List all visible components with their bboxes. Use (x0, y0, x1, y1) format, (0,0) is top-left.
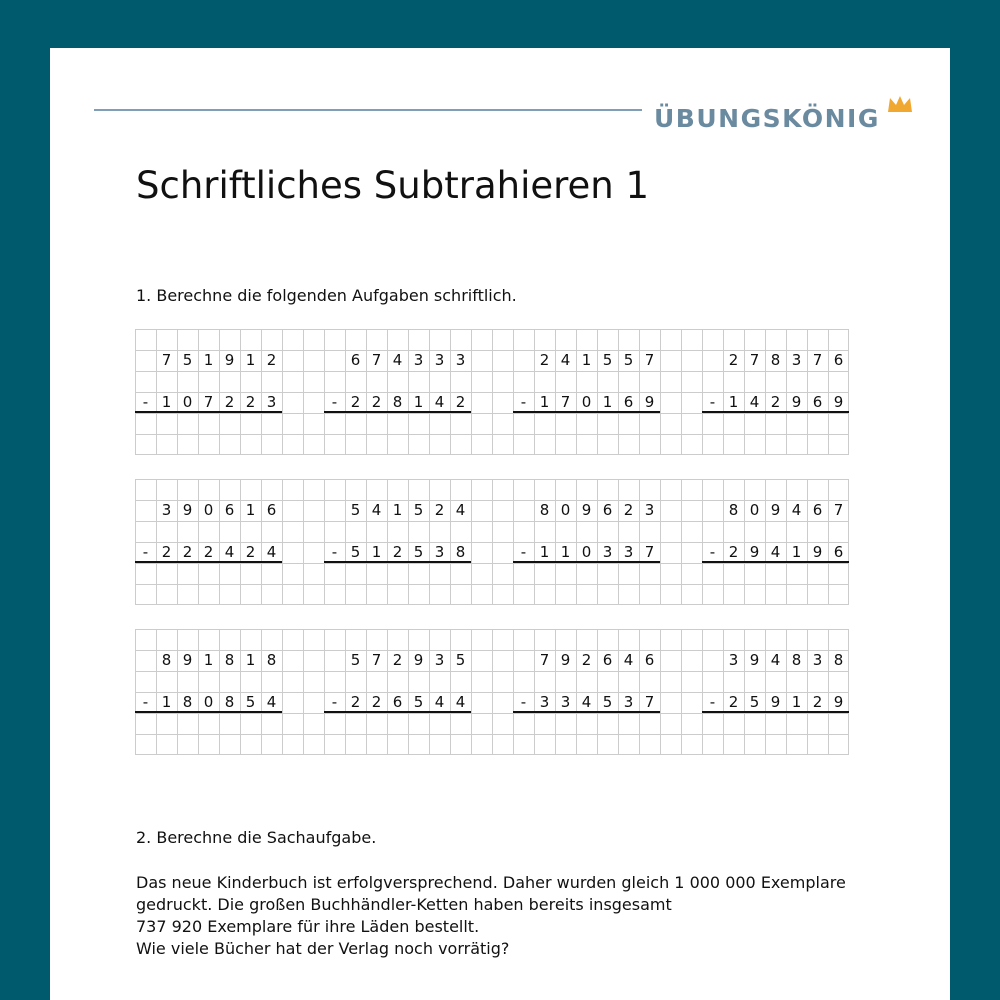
minus-sign: - (142, 693, 149, 711)
minuend-digit: 9 (224, 351, 235, 369)
minuend-digit: 8 (728, 501, 739, 519)
minus-sign: - (331, 693, 338, 711)
minuend-digit: 1 (245, 651, 256, 669)
minus-sign: - (520, 693, 527, 711)
subtrahend-digit: 5 (413, 693, 424, 711)
subtrahend-digit: 3 (266, 393, 277, 411)
subtrahend-row (324, 692, 471, 713)
minuend-digit: 5 (602, 351, 613, 369)
subtrahend-digit: 1 (560, 543, 571, 561)
minuend-row (324, 350, 471, 371)
subtrahend-digit: 7 (644, 543, 655, 561)
minuend-digit: 6 (350, 351, 361, 369)
minuend-digit: 3 (161, 501, 172, 519)
minuend-digit: 4 (770, 651, 781, 669)
subtrahend-digit: 3 (539, 693, 550, 711)
subtrahend-digit: 7 (203, 393, 214, 411)
minuend-digit: 4 (371, 501, 382, 519)
minuend-digit: 9 (182, 651, 193, 669)
subtrahend-digit: 6 (833, 543, 844, 561)
minuend-digit: 1 (203, 651, 214, 669)
minuend-digit: 7 (371, 651, 382, 669)
minuend-digit: 3 (434, 351, 445, 369)
subtrahend-row (324, 542, 471, 563)
minuend-digit: 1 (203, 351, 214, 369)
subtrahend-digit: 9 (791, 393, 802, 411)
minuend-digit: 9 (413, 651, 424, 669)
subtrahend-digit: 4 (266, 543, 277, 561)
minuend-digit: 3 (644, 501, 655, 519)
subtrahend-digit: 9 (833, 693, 844, 711)
subtrahend-row (135, 542, 282, 563)
subtrahend-row (702, 542, 849, 563)
minuend-digit: 1 (245, 351, 256, 369)
minus-sign: - (142, 393, 149, 411)
subtrahend-digit: 6 (392, 693, 403, 711)
minuend-digit: 8 (161, 651, 172, 669)
minuend-digit: 6 (644, 651, 655, 669)
subtrahend-digit: 1 (161, 393, 172, 411)
subtrahend-digit: 2 (182, 543, 193, 561)
subtrahend-digit: 2 (728, 693, 739, 711)
minuend-row (513, 650, 660, 671)
minuend-digit: 9 (560, 651, 571, 669)
word-problem-line: Das neue Kinderbuch ist erfolgversprechend. Daher wurden gleich 1 000 000 Exemplare (136, 873, 846, 892)
subtrahend-digit: 1 (728, 393, 739, 411)
minuend-digit: 2 (581, 651, 592, 669)
subtrahend-digit: 2 (203, 543, 214, 561)
minuend-digit: 6 (224, 501, 235, 519)
minus-sign: - (331, 543, 338, 561)
minuend-digit: 4 (623, 651, 634, 669)
minus-sign: - (331, 393, 338, 411)
subtrahend-digit: 2 (224, 393, 235, 411)
word-problem-line: gedruckt. Die großen Buchhändler-Ketten haben bereits insgesamt (136, 895, 672, 914)
subtrahend-digit: 3 (434, 543, 445, 561)
minuend-row (135, 650, 282, 671)
minuend-digit: 2 (266, 351, 277, 369)
page-title: Schriftliches Subtrahieren 1 (136, 164, 650, 207)
subtrahend-digit: 2 (812, 693, 823, 711)
minuend-digit: 9 (770, 501, 781, 519)
subtrahend-digit: 1 (602, 393, 613, 411)
subtraction-problem (702, 329, 849, 413)
subtrahend-digit: 9 (770, 693, 781, 711)
subtrahend-digit: 1 (161, 693, 172, 711)
minuend-digit: 7 (371, 351, 382, 369)
minuend-digit: 1 (245, 501, 256, 519)
minuend-digit: 2 (728, 351, 739, 369)
subtrahend-digit: 4 (770, 543, 781, 561)
subtrahend-digit: 4 (749, 393, 760, 411)
subtrahend-digit: 4 (581, 693, 592, 711)
subtraction-problem (135, 629, 282, 713)
minuend-digit: 0 (749, 501, 760, 519)
minuend-digit: 8 (266, 651, 277, 669)
minuend-digit: 3 (728, 651, 739, 669)
minuend-row (702, 500, 849, 521)
minuend-digit: 1 (392, 501, 403, 519)
minuend-digit: 6 (602, 651, 613, 669)
minuend-digit: 0 (560, 501, 571, 519)
subtrahend-digit: 4 (455, 693, 466, 711)
subtraction-problem (513, 329, 660, 413)
subtrahend-row (702, 692, 849, 713)
subtrahend-digit: 5 (350, 543, 361, 561)
subtrahend-row (135, 392, 282, 413)
minuend-digit: 5 (182, 351, 193, 369)
exercise-grid-3 (135, 629, 849, 755)
subtrahend-row (513, 392, 660, 413)
subtrahend-digit: 8 (224, 693, 235, 711)
word-problem-line: Wie viele Bücher hat der Verlag noch vorrätig? (136, 939, 510, 958)
subtrahend-digit: 8 (455, 543, 466, 561)
subtrahend-digit: 1 (791, 543, 802, 561)
subtrahend-row (702, 392, 849, 413)
minuend-digit: 2 (539, 351, 550, 369)
subtrahend-row (135, 692, 282, 713)
subtraction-problem (324, 329, 471, 413)
minuend-digit: 5 (455, 651, 466, 669)
word-problem-line: 737 920 Exemplare für ihre Läden bestellt. (136, 917, 480, 936)
header-rule (94, 109, 642, 111)
subtrahend-digit: 6 (812, 393, 823, 411)
subtrahend-digit: 4 (434, 693, 445, 711)
subtrahend-digit: 1 (539, 393, 550, 411)
minuend-digit: 5 (623, 351, 634, 369)
subtraction-problem (513, 629, 660, 713)
task-1-label: 1. Berechne die folgenden Aufgaben schriftlich. (136, 286, 517, 305)
subtrahend-digit: 2 (350, 393, 361, 411)
minuend-digit: 3 (413, 351, 424, 369)
minuend-row (324, 500, 471, 521)
subtrahend-digit: 2 (371, 693, 382, 711)
subtrahend-digit: 5 (749, 693, 760, 711)
minuend-digit: 3 (434, 651, 445, 669)
minuend-digit: 3 (812, 651, 823, 669)
brand-name: ÜBUNGSKÖNIG (654, 104, 880, 133)
subtrahend-digit: 2 (245, 393, 256, 411)
minus-sign: - (709, 693, 716, 711)
minuend-digit: 7 (749, 351, 760, 369)
minuend-row (702, 650, 849, 671)
minuend-digit: 6 (833, 351, 844, 369)
crown-icon (886, 94, 914, 114)
subtrahend-digit: 1 (539, 543, 550, 561)
subtrahend-digit: 2 (392, 543, 403, 561)
exercise-grid-1 (135, 329, 849, 455)
minuend-digit: 2 (434, 501, 445, 519)
subtrahend-digit: 2 (455, 393, 466, 411)
subtraction-problem (135, 329, 282, 413)
minuend-digit: 8 (224, 651, 235, 669)
subtrahend-digit: 2 (371, 393, 382, 411)
minuend-digit: 5 (413, 501, 424, 519)
subtrahend-digit: 2 (245, 543, 256, 561)
task-2-label: 2. Berechne die Sachaufgabe. (136, 828, 377, 847)
minuend-digit: 5 (350, 501, 361, 519)
subtrahend-digit: 8 (182, 693, 193, 711)
subtrahend-digit: 7 (560, 393, 571, 411)
subtraction-problem (135, 479, 282, 563)
subtrahend-digit: 8 (392, 393, 403, 411)
minus-sign: - (520, 543, 527, 561)
subtrahend-digit: 3 (623, 543, 634, 561)
subtrahend-digit: 1 (791, 693, 802, 711)
subtrahend-digit: 9 (833, 393, 844, 411)
minuend-digit: 3 (791, 351, 802, 369)
subtrahend-digit: 5 (413, 543, 424, 561)
subtrahend-digit: 1 (371, 543, 382, 561)
minuend-digit: 7 (644, 351, 655, 369)
minuend-digit: 4 (791, 501, 802, 519)
minuend-digit: 8 (770, 351, 781, 369)
minus-sign: - (709, 543, 716, 561)
subtrahend-digit: 2 (770, 393, 781, 411)
subtrahend-digit: 3 (623, 693, 634, 711)
subtraction-problem (324, 479, 471, 563)
minuend-digit: 9 (749, 651, 760, 669)
minuend-digit: 8 (791, 651, 802, 669)
subtrahend-digit: 0 (581, 393, 592, 411)
subtraction-problem (702, 629, 849, 713)
subtrahend-digit: 9 (812, 543, 823, 561)
minuend-row (135, 350, 282, 371)
minuend-digit: 0 (203, 501, 214, 519)
worksheet-page (50, 48, 950, 1000)
minuend-digit: 7 (161, 351, 172, 369)
minuend-digit: 7 (539, 651, 550, 669)
brand-logo (654, 94, 914, 138)
minuend-digit: 9 (581, 501, 592, 519)
minuend-row (702, 350, 849, 371)
minuend-row (135, 500, 282, 521)
subtrahend-row (324, 392, 471, 413)
minuend-digit: 6 (602, 501, 613, 519)
subtrahend-row (513, 542, 660, 563)
subtrahend-digit: 0 (581, 543, 592, 561)
subtrahend-digit: 3 (602, 543, 613, 561)
subtraction-problem (702, 479, 849, 563)
minuend-digit: 4 (455, 501, 466, 519)
subtrahend-digit: 2 (350, 693, 361, 711)
exercise-grid-2 (135, 479, 849, 605)
subtrahend-digit: 6 (623, 393, 634, 411)
minuend-digit: 6 (266, 501, 277, 519)
subtrahend-digit: 0 (203, 693, 214, 711)
minuend-row (513, 500, 660, 521)
subtrahend-digit: 9 (644, 393, 655, 411)
subtrahend-digit: 1 (413, 393, 424, 411)
subtrahend-digit: 3 (560, 693, 571, 711)
minuend-digit: 8 (833, 651, 844, 669)
subtrahend-digit: 4 (224, 543, 235, 561)
subtrahend-digit: 2 (161, 543, 172, 561)
minus-sign: - (709, 393, 716, 411)
minuend-digit: 2 (623, 501, 634, 519)
minuend-digit: 6 (812, 501, 823, 519)
minuend-digit: 4 (392, 351, 403, 369)
minuend-digit: 1 (581, 351, 592, 369)
minuend-digit: 3 (455, 351, 466, 369)
subtrahend-digit: 4 (266, 693, 277, 711)
subtraction-problem (513, 479, 660, 563)
subtrahend-digit: 9 (749, 543, 760, 561)
word-problem-text (136, 872, 896, 960)
subtrahend-digit: 7 (644, 693, 655, 711)
subtrahend-digit: 5 (602, 693, 613, 711)
minuend-digit: 8 (539, 501, 550, 519)
subtrahend-row (513, 692, 660, 713)
subtrahend-digit: 0 (182, 393, 193, 411)
subtrahend-digit: 4 (434, 393, 445, 411)
minuend-digit: 5 (350, 651, 361, 669)
minuend-row (324, 650, 471, 671)
minuend-digit: 7 (833, 501, 844, 519)
minuend-digit: 7 (812, 351, 823, 369)
subtraction-problem (324, 629, 471, 713)
minuend-digit: 4 (560, 351, 571, 369)
minus-sign: - (520, 393, 527, 411)
minus-sign: - (142, 543, 149, 561)
minuend-row (513, 350, 660, 371)
minuend-digit: 2 (392, 651, 403, 669)
subtrahend-digit: 5 (245, 693, 256, 711)
minuend-digit: 9 (182, 501, 193, 519)
subtrahend-digit: 2 (728, 543, 739, 561)
